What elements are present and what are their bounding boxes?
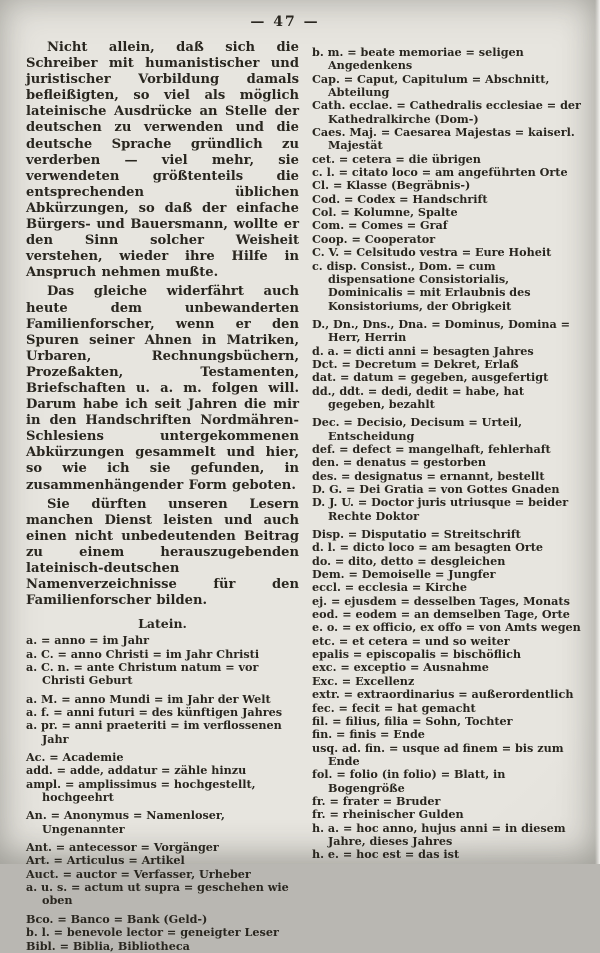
glossary-entry: e. o. = ex officio, ex offo = von Amts wegen	[312, 620, 581, 635]
glossary-entry: c. l. = citato loco = am angeführten Orte	[312, 165, 568, 180]
glossary-entry: Caes. Maj. = Caesarea Majestas = kaiserl. Majestät	[312, 125, 575, 153]
glossary-entry: d. l. = dicto loco = am besagten Orte	[312, 540, 544, 555]
glossary-entry: a. M. = anno Mundi = im Jahr der Welt	[26, 691, 271, 706]
glossary-entry: Ant. = antecessor = Vorgänger	[26, 840, 219, 855]
glossary-entry: dat. = datum = gegeben, ausgefertigt	[312, 370, 549, 385]
glossary-entry: Art. = Articulus = Artikel	[26, 853, 185, 868]
glossary-entry: Dct. = Decretum = Dekret, Erlaß	[312, 356, 519, 371]
glossary-entry: a. C. n. = ante Christum natum = vor Christi Geburt	[26, 659, 259, 688]
glossary-entry: Bco. = Banco = Bank (Geld-)	[26, 911, 208, 926]
glossary-entry: etc. = et cetera = und so weiter	[312, 633, 510, 648]
glossary-entry: Coop. = Cooperator	[312, 231, 436, 246]
glossary-entry: extr. = extraordinarius = außerordentlich	[312, 687, 574, 702]
glossary-entry: fr. = frater = Bruder	[312, 793, 441, 808]
glossary-entry: Com. = Comes = Graf	[312, 218, 448, 233]
intro-paragraph: Nicht allein, daß sich die Schreiber mit humanistischer und juristischer Vorbildung damals befleißigten, so viel als möglich lateinische Ausdrücke an Stelle der deutschen zu verwenden und die deutsche Sprache gründlich zu verderben — viel mehr, sie verwendeten größtenteils die entsprechenden üblichen Abkürzungen, so daß der einfache Bürgers- und Bauersmann, wollte er den Sinn solcher Weisheit verstehen, wieder ihre Hilfe in Anspruch nehmen mußte.	[26, 40, 299, 281]
glossary-entry: Disp. = Disputatio = Streitschrift	[312, 527, 521, 542]
glossary-list-right	[312, 46, 584, 862]
glossary-entry: cet. = cetera = die übrigen	[312, 151, 481, 166]
glossary-entry: Bibl. = Biblia, Bibliotheca	[26, 938, 190, 953]
right-column	[312, 40, 584, 953]
glossary-entry: h. a. = hoc anno, hujus anni = in diesem Jahre, dieses Jahres	[312, 820, 566, 848]
two-column-layout	[26, 40, 584, 953]
glossary-entry: Cod. = Codex = Handschrift	[312, 191, 488, 206]
glossary-entry: Exc. = Excellenz	[312, 673, 415, 688]
glossary-entry: b. l. = benevole lector = geneigter Leser	[26, 925, 279, 940]
glossary-entry: add. = adde, addatur = zähle hinzu	[26, 763, 247, 778]
glossary-entry: An. = Anonymus = Namenloser, Ungenannter	[26, 808, 225, 836]
glossary-entry: C. V. = Celsitudo vestra = Eure Hoheit	[312, 245, 552, 260]
glossary-entry: d. a. = dicti anni = besagten Jahres	[312, 343, 534, 358]
glossary-entry: Cl. = Klasse (Begräbnis-)	[312, 178, 471, 193]
glossary-entry: a. f. = anni futuri = des künftigen Jahres	[26, 705, 283, 719]
section-heading: Latein.	[138, 616, 187, 632]
left-column	[26, 40, 299, 953]
glossary-entry: eccl. = ecclesia = Kirche	[312, 580, 468, 595]
glossary-entry: b. m. = beate memoriae = seligen Angedenkens	[312, 45, 524, 73]
glossary-entry: epalis = episcopalis = bischöflich	[312, 647, 522, 662]
intro-paragraphs	[26, 40, 299, 609]
glossary-entry: usq. ad. fin. = usque ad finem = bis zum Ende	[312, 740, 564, 768]
glossary-entry: D. G. = Dei Gratia = von Gottes Gnaden	[312, 482, 560, 496]
glossary-entry: h. e. = hoc est = das ist	[312, 847, 460, 862]
glossary-entry: a. C. = anno Christi = im Jahr Christi	[26, 646, 260, 661]
glossary-entry: Dem. = Demoiselle = Jungfer	[312, 567, 496, 582]
glossary-entry: ej. = ejusdem = desselben Tages, Monats	[312, 593, 570, 608]
glossary-entry: a. = anno = im Jahr	[26, 633, 150, 648]
glossary-entry: eod. = eodem = an demselben Tage, Orte	[312, 607, 570, 622]
glossary-entry: Ac. = Academie	[26, 750, 124, 765]
glossary-list-left	[26, 634, 299, 953]
glossary-entry: Col. = Kolumne, Spalte	[312, 205, 458, 220]
glossary-entry: c. disp. Consist., Dom. = cum dispensatione Consistorialis, Dominicalis = mit Erlaubnis des Konsistoriums, der Obrigkeit	[312, 258, 531, 313]
glossary-entry: fec. = fecit = hat gemacht	[312, 700, 476, 715]
glossary-entry: D. J. U. = Doctor juris utriusque = beider Rechte Doktor	[312, 495, 569, 523]
page-number: — 47 —	[250, 14, 320, 30]
glossary-entry: dd., ddt. = dedi, dedit = habe, hat gegeben, bezahlt	[312, 383, 525, 411]
intro-paragraph: Sie dürften unseren Lesern manchen Dienst leisten und auch einen nicht unbedeutenden Beitrag zu einem herauszugebenden lateinisch-deutschen Namenverzeichnisse für den Familienforscher bilden.	[26, 496, 299, 609]
glossary-entry: D., Dn., Dns., Dna. = Dominus, Domina = Herr, Herrin	[312, 316, 570, 345]
glossary-entry: def. = defect = mangelhaft, fehlerhaft	[312, 441, 551, 456]
glossary-entry: den. = denatus = gestorben	[312, 455, 487, 470]
glossary-entry: a. u. s. = actum ut supra = geschehen wie oben	[26, 880, 289, 908]
intro-paragraph: Das gleiche widerfährt auch heute dem unbewanderten Familienforscher, wenn er den Spuren seiner Ahnen in Matriken, Urbaren, Rechnungsbüchern, Prozeßakten, Testamenten, Briefschaften u. a. m. folgen will. Darum habe ich seit Jahren die mir in den Handschriften Nordmähren-Schlesiens untergekommenen Abkürzungen gesammelt und hier, so wie ich sie gefunden, in zusammenhängender Form geboten.	[26, 284, 299, 493]
glossary-entry: fol. = folio (in folio) = Blatt, in Bogengröße	[312, 767, 506, 795]
glossary-entry: fil. = filius, filia = Sohn, Tochter	[312, 713, 513, 728]
glossary-entry: Auct. = auctor = Verfasser, Urheber	[26, 866, 251, 881]
glossary-entry: Dec. = Decisio, Decisum = Urteil, Entscheidung	[312, 415, 523, 443]
glossary-entry: Cath. ecclae. = Cathedralis ecclesiae = der Kathedralkirche (Dom-)	[312, 98, 581, 126]
glossary-entry: des. = designatus = ernannt, bestellt	[312, 468, 545, 483]
glossary-entry: ampl. = amplissimus = hochgestellt, hochgeehrt	[26, 776, 256, 805]
glossary-entry: fr. = rheinischer Gulden	[312, 807, 464, 822]
glossary-entry: Cap. = Caput, Capitulum = Abschnitt, Abteilung	[312, 71, 550, 100]
glossary-entry: a. pr. = anni praeteriti = im verflossenen Jahr	[26, 718, 282, 746]
glossary-entry: do. = dito, detto = desgleichen	[312, 553, 506, 568]
glossary-entry: fin. = finis = Ende	[312, 727, 425, 742]
glossary-entry: exc. = exceptio = Ausnahme	[312, 660, 489, 675]
